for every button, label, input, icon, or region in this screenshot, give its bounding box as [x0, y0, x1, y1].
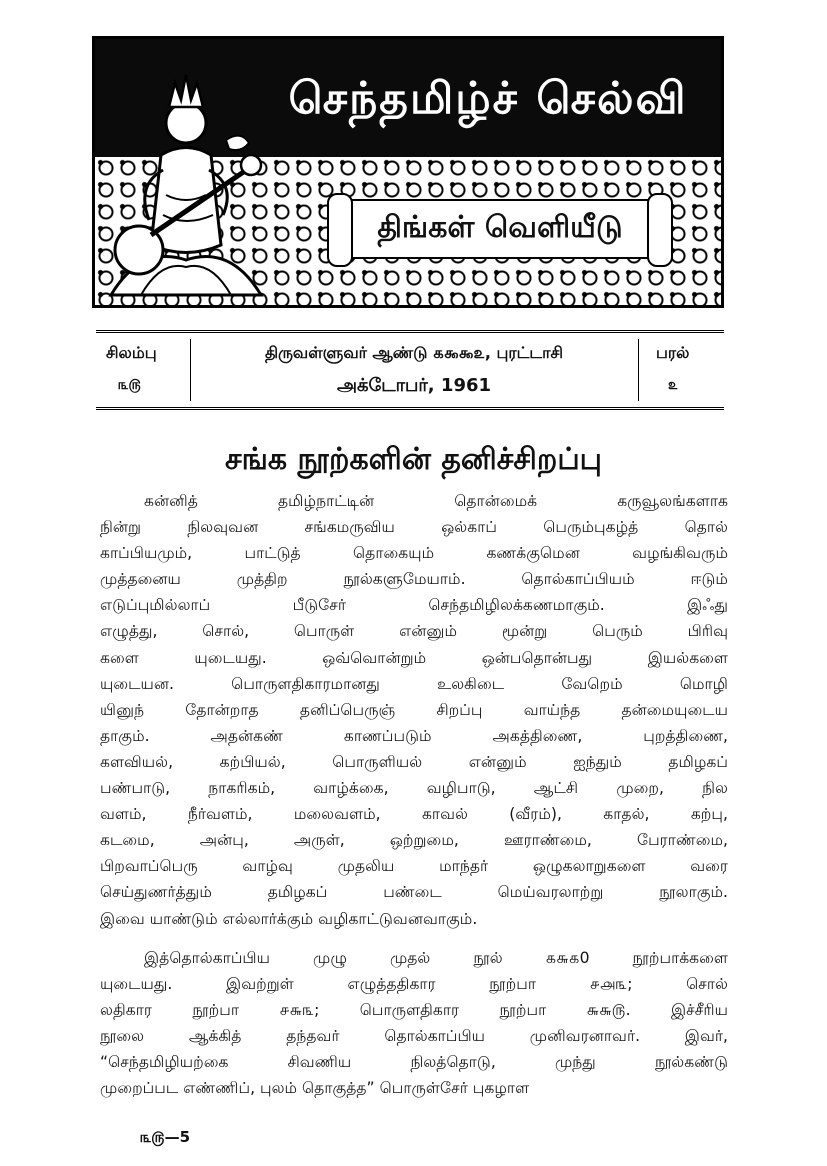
text-line: யுடையன. பொருளதிகாரமானது உலகிடை வேறெம் மொழி: [100, 674, 728, 693]
masthead-banner: [92, 36, 724, 308]
text-line: செய்துணர்த்தும் தமிழகப் பண்டை மெய்வரலாற்று நூலாகும்.: [100, 883, 728, 902]
text-line: யுடையது. இவற்றுள் எழுத்ததிகார நூற்பா ௪௮௩; சொல்: [100, 975, 728, 994]
text-line: “செந்தமிழியற்கை சிவணிய நிலத்தொடு, முந்து நூல்கண்டு: [100, 1053, 728, 1072]
text-line: களவியல், கற்பியல், பொருளியல் என்னும் ஐந்தும் தமிழகப்: [100, 752, 728, 771]
text-line: யினுந் தோன்றாத தனிப்பெருஞ் சிறப்பு வாய்ந்த தன்மையுடைய: [100, 700, 728, 719]
magazine-subtitle: திங்கள் வெளியீடு: [377, 209, 623, 245]
issue-number: ௨: [668, 377, 678, 393]
paragraph-1: [100, 488, 728, 932]
text-line: எடுப்புமில்லாப் பீடுசேர் செந்தமிழிலக்கணமாகும். இஃது: [100, 596, 728, 615]
page-folio: ௩௫—5: [140, 1128, 191, 1146]
text-line: வளம், நீர்வளம், மலைவளம், காவல் (வீரம்), காதல், கற்பு,: [100, 805, 728, 824]
volume-label: சிலம்பு: [106, 343, 157, 362]
text-line: காப்பியமும், பாட்டுத் தொகையும் கணக்குமென வழங்கிவரும்: [100, 544, 728, 563]
issue-info-bar: [96, 330, 724, 410]
magazine-title: செந்தமிழ்ச் செல்வி: [288, 73, 688, 124]
text-line: கடமை, அன்பு, அருள், ஒற்றுமை, ஊராண்மை, பேராண்மை,: [100, 831, 728, 850]
text-line: தாகும். அதன்கண் காணப்படும் அகத்திணை, புறத்திணை,: [100, 726, 728, 745]
text-line: நூலை ஆக்கித் தந்தவர் தொல்காப்பிய முனிவரனாவர். இவர்,: [100, 1027, 728, 1046]
info-divider: [638, 339, 639, 401]
saraswati-illustration: [101, 45, 271, 305]
text-line: முத்தனைய முத்திற நூல்களுமேயாம். தொல்காப்பியம் ஈடும்: [100, 570, 728, 589]
text-line: நின்று நிலவுவன சங்கமருவிய ஒல்காப் பெரும்புகழ்த் தொல்: [100, 518, 728, 537]
text-line: முறைப்பட எண்ணிப், புலம் தொகுத்த” பொருள்சேர் புகழாள: [100, 1079, 530, 1098]
year-line: திருவள்ளுவர் ஆண்டு ௧௯௯௨, புரட்டாசி: [264, 343, 564, 362]
article-title: சங்க நூற்களின் தனிச்சிறப்பு: [225, 442, 602, 477]
issue-label: பரல்: [656, 343, 690, 362]
text-line: கன்னித் தமிழ்நாட்டின் தொன்மைக் கருவூலங்களாக: [144, 492, 728, 510]
text-line: பண்பாடு, நாகரிகம், வாழ்க்கை, வழிபாடு, ஆட்சி முறை, நில: [100, 779, 728, 798]
paragraph-2: [100, 945, 728, 1102]
text-line: இத்தொல்காப்பிய முழு முதல் நூல் ௧௬௧0 நூற்பாக்களை: [144, 949, 728, 967]
volume-number: ௩௫: [118, 377, 141, 393]
subtitle-scroll: [343, 199, 657, 259]
text-line: இவை யாண்டும் எல்லார்க்கும் வழிகாட்டுவனவாகும்.: [100, 909, 478, 928]
text-line: பிறவாப்பெரு வாழ்வு முதலிய மாந்தர் ஒழுகலாறுகளை வரை: [100, 857, 728, 876]
text-line: எழுத்து, சொல், பொருள் என்னும் மூன்று பெரும் பிரிவு: [100, 622, 728, 641]
text-line: லதிகார நூற்பா ௪௬௩; பொருளதிகார நூற்பா ௬௬௫. இச்சீரிய: [100, 1001, 728, 1020]
text-line: களை யுடையது. ஒவ்வொன்றும் ஒன்பதொன்பது இயல்களை: [100, 648, 728, 667]
date-line: அக்டோபர், 1961: [336, 375, 492, 396]
info-divider: [190, 339, 191, 401]
